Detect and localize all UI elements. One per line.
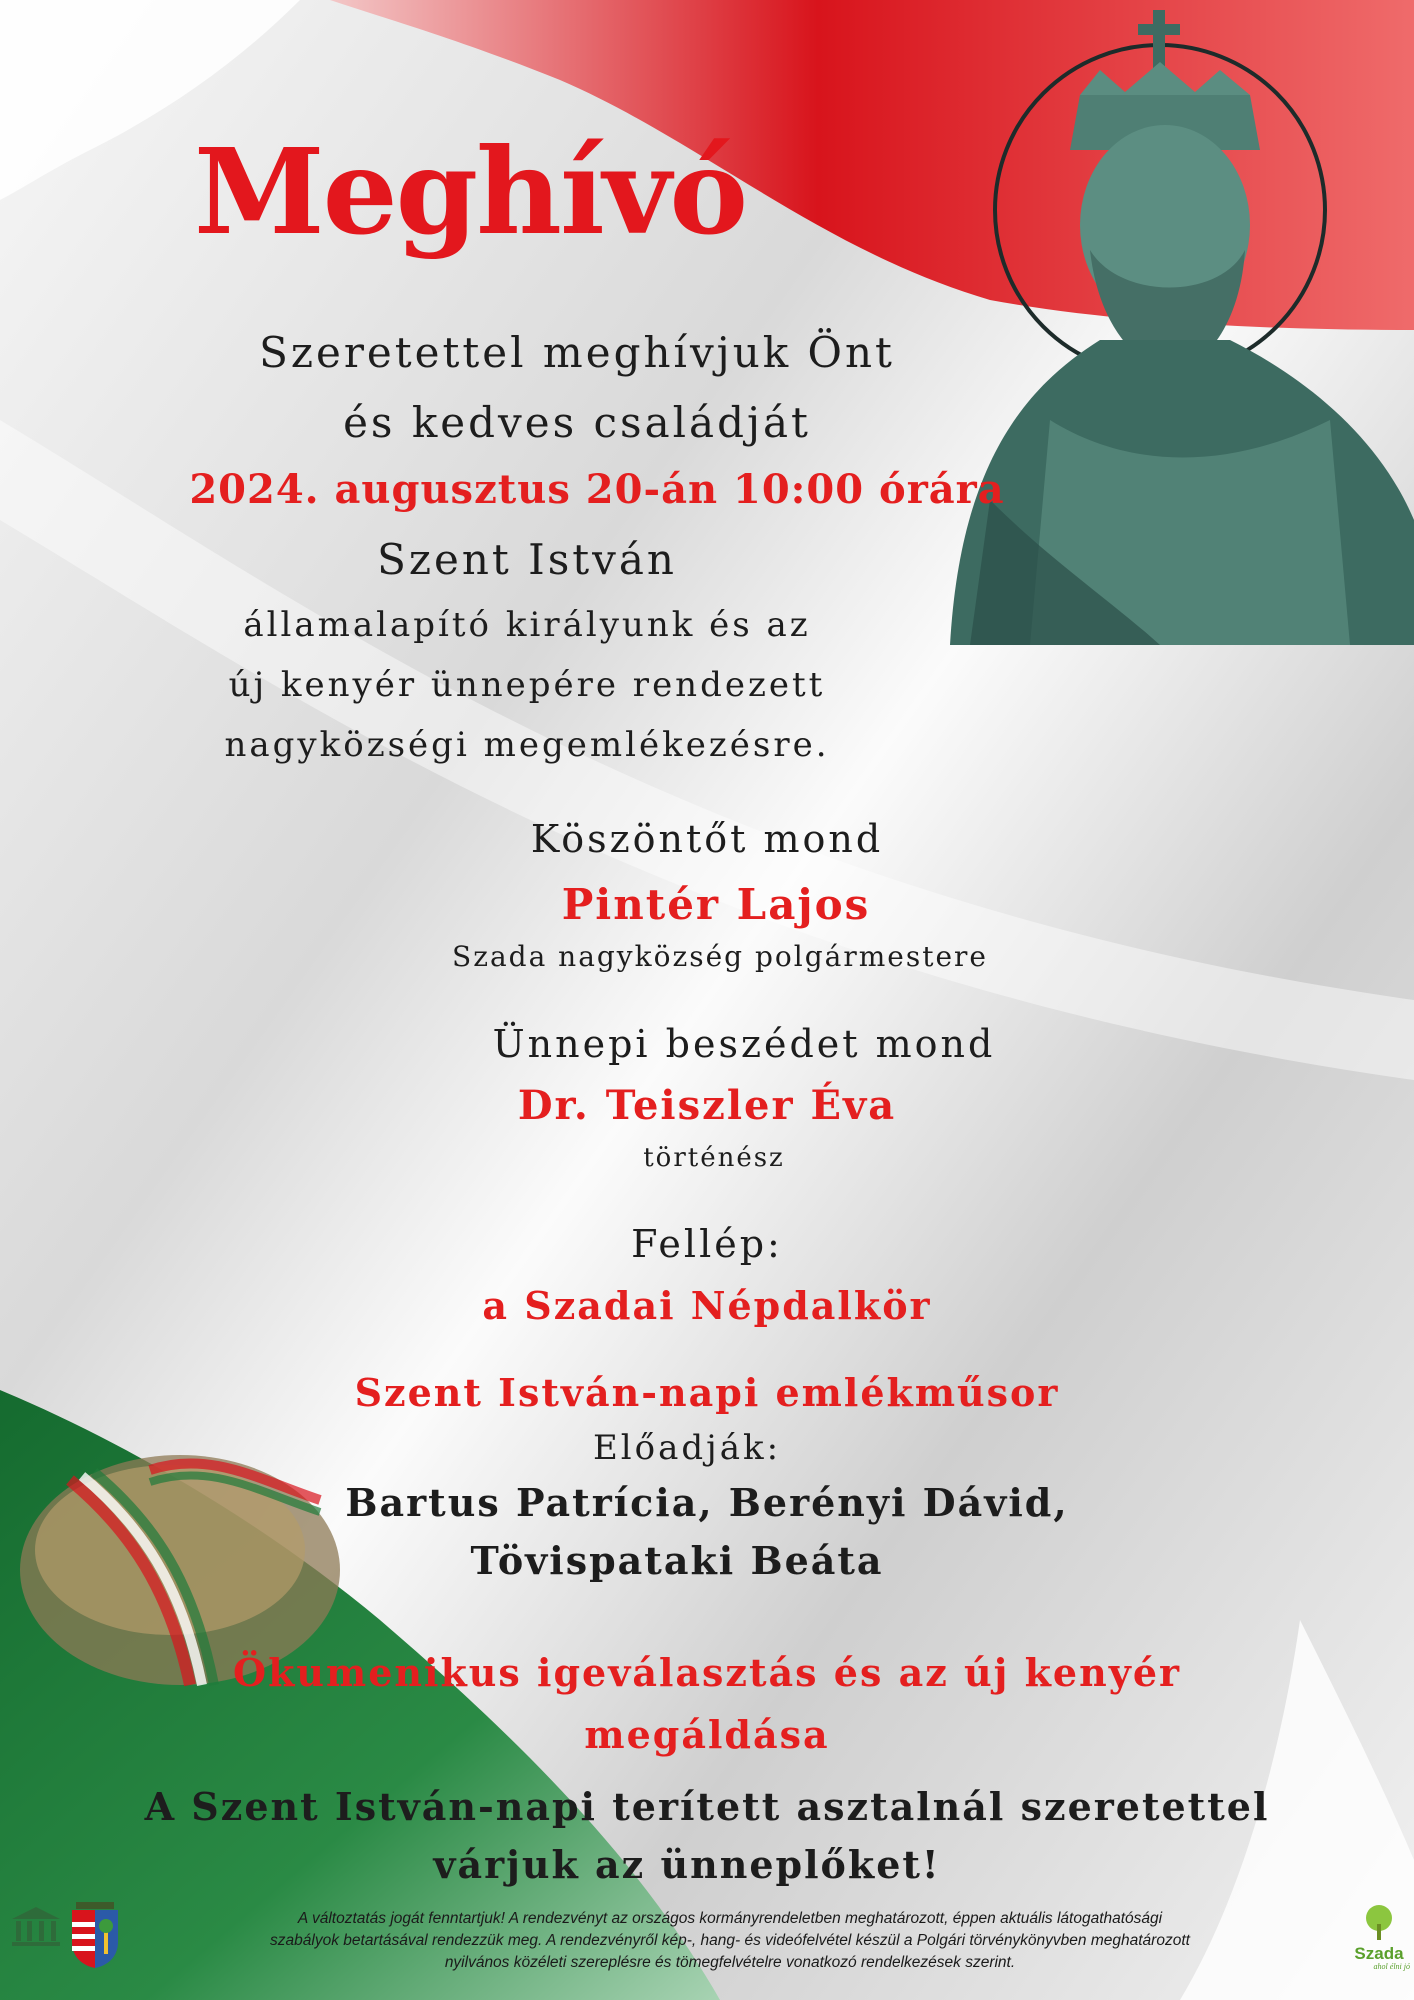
blessing-line-2: megáldása [584,1712,830,1757]
program-title: Szent István-napi emlékműsor [354,1370,1060,1415]
event-date-time: 2024. augusztus 20-án 10:00 órára [189,466,1005,513]
intro-line-1: Szeretettel meghívjuk Önt [259,328,895,377]
intro-line-2: és kedves családját [343,398,811,447]
cultural-house-logo [8,1903,64,1953]
szada-coat-of-arms-logo [68,1900,122,1970]
program-by-label: Előadják: [592,1428,782,1468]
event-desc-line-3: nagyközségi megemlékezésre. [224,725,830,765]
disclaimer-line-1: A változtatás jogát fenntartjuk! A rendezvényt az országos kormányrendeletben meghatározott, éppen aktuális látogathatósági [297,1910,1163,1927]
szada-logo-tagline: ahol élni jó [1373,1962,1410,1971]
event-desc-line-2: új kenyér ünnepére rendezett [228,665,826,705]
closing-line-2: várjuk az ünneplőket! [433,1842,941,1887]
performance-label: Fellép: [631,1222,783,1266]
program-performers-line-1: Bartus Patrícia, Berényi Dávid, [345,1480,1069,1525]
disclaimer-line-2: szabályok betartásával rendezzük meg. A rendezvényről kép-, hang- és videófelvétel készül a Polgári törvénykönyvben meghatározott [270,1932,1190,1949]
speech-speaker-name: Dr. Teiszler Éva [517,1082,897,1129]
greeting-speaker-name: Pintér Lajos [561,880,871,929]
program-performers-line-2: Tövispataki Beáta [470,1538,884,1583]
szada-town-logo [1348,1902,1410,1971]
greeting-label: Köszöntőt mond [530,817,884,861]
event-desc-line-1: államalapító királyunk és az [243,605,811,645]
blessing-line-1: Ökumenikus igeválasztás és az új kenyér [232,1650,1182,1695]
invitation-title: Meghívó [193,122,747,261]
performer-group: a Szadai Népdalkör [482,1283,932,1328]
tree-icon [1348,1902,1410,1942]
disclaimer-line-3: nyilvános közéleti szereplésre és tömegfelvételre vonatkozó rendelkezések szerint. [444,1954,1016,1971]
event-name: Szent István [377,535,677,584]
speech-speaker-role: történész [643,1143,785,1173]
speech-label: Ünnepi beszédet mond [492,1022,996,1066]
closing-line-1: A Szent István-napi terített asztalnál szeretettel [144,1784,1270,1829]
disclaimer-text [140,1908,1320,1974]
szada-logo-text: Szada [1354,1944,1404,1963]
greeting-speaker-role: Szada nagyközség polgármestere [452,940,988,973]
